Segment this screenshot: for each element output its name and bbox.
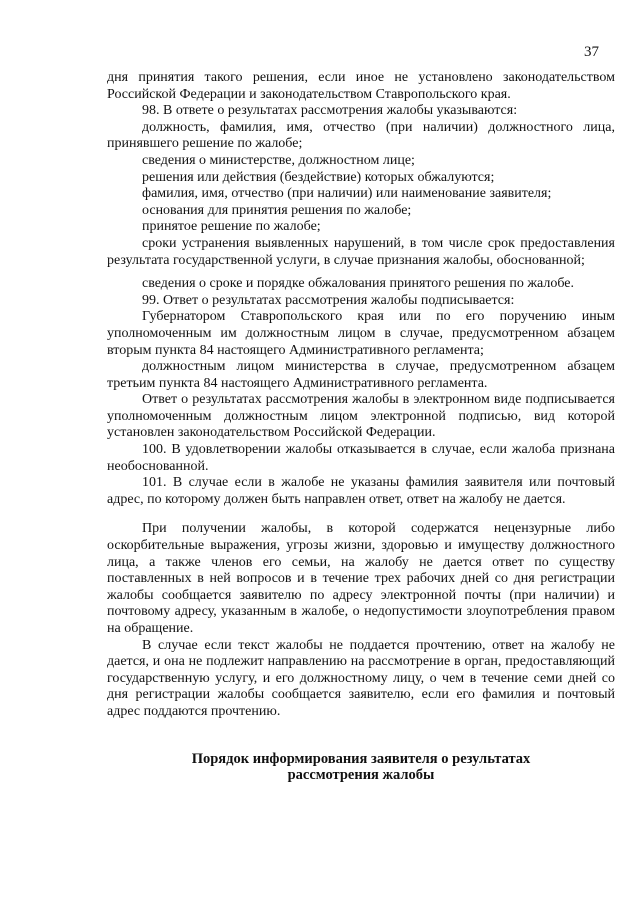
list-item: сведения о министерстве, должностном лице; bbox=[142, 152, 415, 168]
paragraph-item-100: 100. В удовлетворении жалобы отказывается в случае, если жалоба признана необоснованной. bbox=[107, 442, 615, 474]
document-body bbox=[107, 70, 615, 783]
list-item: должностным лицом министерства в случае, предусмотренном абзацем третьим пункта 84 настоящего Административного регламента. bbox=[107, 359, 615, 391]
list-item: принятое решение по жалобе; bbox=[142, 219, 321, 235]
paragraph-item-98: 98. В ответе о результатах рассмотрения жалобы указываются: bbox=[142, 103, 518, 119]
paragraph-item-99: 99. Ответ о результатах рассмотрения жалобы подписывается: bbox=[142, 292, 515, 308]
list-item: сроки устранения выявленных нарушений, в том числе срок предоставления результата государственной услуги, в случае признания жалобы, обоснованной; bbox=[107, 235, 615, 268]
list-item: Губернатором Ставропольского края или по его поручению иным уполномоченным им должностным лицом в случае, предусмотренном абзацем вторым пункта 84 настоящего Административного регламента; bbox=[107, 309, 615, 358]
page-number: 37 bbox=[584, 44, 599, 60]
paragraph-item-101: 101. В случае если в жалобе не указаны фамилия заявителя или почтовый адрес, по которому должен быть направлен ответ, ответ на жалобу не дается. bbox=[107, 475, 615, 507]
list-item: должность, фамилия, имя, отчество (при наличии) должностного лица, принявшего решение по жалобе; bbox=[107, 119, 615, 152]
paragraph: При получении жалобы, в которой содержатся нецензурные либо оскорбительные выражения, угрозы жизни, здоровью и имуществу должностного лица, а также членов его семьи, на жалобу не дается ответ по существу поставленных в ней вопросов и в течение трех рабочих дней со дня регистрации жалобы сообщается заявителю по адресу электронной почты (при наличии) и почтовому адресу, указанным в жалобе, о недопустимости злоупотребления правом на обращение. bbox=[107, 521, 615, 636]
paragraph: В случае если текст жалобы не поддается прочтению, ответ на жалобу не дается, и она не подлежит направлению на рассмотрение в орган, предоставляющий государственную услугу, и его должностному лицу, о чем в течение семи дней со дня регистрации жалобы сообщается заявителю, если его фамилия и почтовый адрес поддаются прочтению. bbox=[107, 637, 615, 719]
paragraph: Ответ о результатах рассмотрения жалобы в электронном виде подписывается уполномоченным должностным лицом электронной подписью, вид которой установлен законодательством Российской Федерации. bbox=[107, 392, 615, 441]
paragraph: дня принятия такого решения, если иное не установлено законодательством Российской Федерации и законодательством Ставропольского края. bbox=[107, 70, 615, 102]
section-heading bbox=[107, 751, 615, 783]
list-item: решения или действия (бездействие) которых обжалуются; bbox=[142, 169, 495, 185]
section-heading-line: Порядок информирования заявителя о результатах bbox=[191, 750, 531, 767]
list-item: фамилия, имя, отчество (при наличии) или наименование заявителя; bbox=[142, 186, 552, 202]
list-item: сведения о сроке и порядке обжалования принятого решения по жалобе. bbox=[142, 276, 574, 292]
list-item: основания для принятия решения по жалобе; bbox=[142, 202, 412, 218]
section-heading-line: рассмотрения жалобы bbox=[287, 766, 435, 783]
